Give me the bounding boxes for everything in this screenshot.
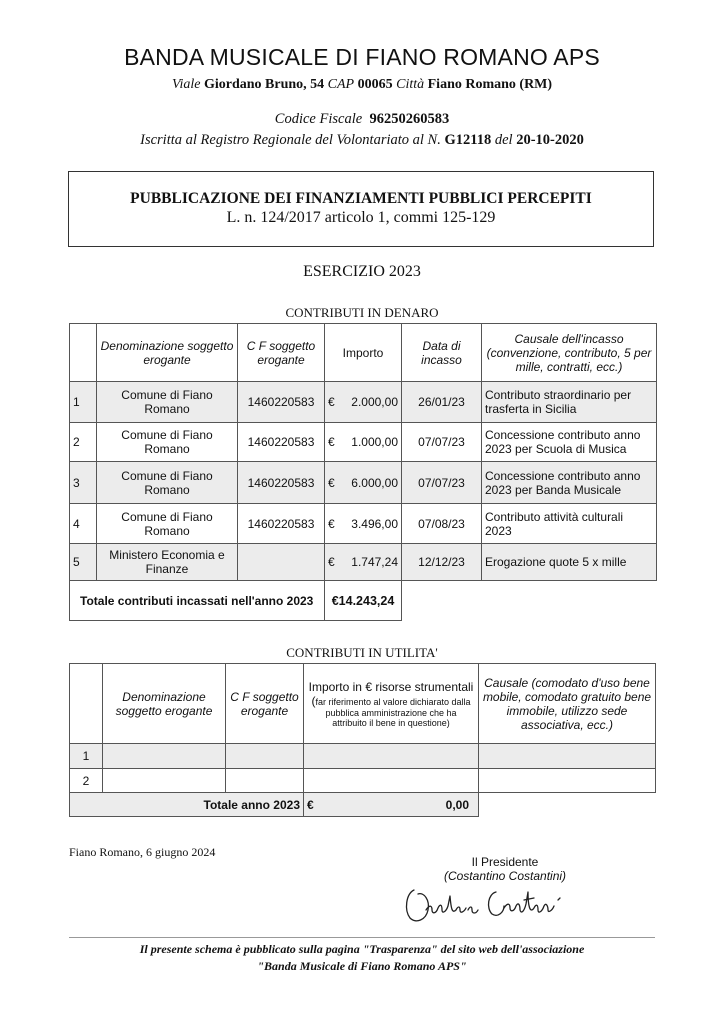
row-amount-value: 1.747,24 xyxy=(351,555,398,569)
table-row xyxy=(70,423,657,462)
row-cf: 1460220583 xyxy=(238,504,325,544)
row-reason xyxy=(479,769,656,793)
empty-cell xyxy=(479,793,656,817)
row-date: 07/07/23 xyxy=(402,423,482,462)
row-cf: 1460220583 xyxy=(238,462,325,504)
empty-cell xyxy=(482,581,657,621)
president-title: Il Presidente xyxy=(471,855,539,869)
total-label: Totale anno 2023 xyxy=(70,793,304,817)
row-index: 1 xyxy=(70,744,103,769)
total-value xyxy=(304,793,479,817)
row-date: 26/01/23 xyxy=(402,382,482,423)
cap-label: CAP xyxy=(327,77,355,92)
city-value: Fiano Romano (RM) xyxy=(427,77,553,92)
table-row xyxy=(70,769,656,793)
row-cf: 1460220583 xyxy=(238,382,325,423)
table-header-row xyxy=(70,324,657,382)
row-amount-value: 1.000,00 xyxy=(351,435,398,449)
total-row xyxy=(70,581,657,621)
utility-contributions-table xyxy=(69,663,656,817)
header-name: Denominazione soggetto erogante xyxy=(103,664,226,744)
row-currency: € xyxy=(328,555,335,569)
header-amount: Importo xyxy=(325,324,402,382)
row-amount-value: 6.000,00 xyxy=(351,475,398,490)
registry-line xyxy=(0,132,724,149)
empty-cell xyxy=(402,581,482,621)
row-amount xyxy=(325,462,402,504)
footer-divider xyxy=(69,937,655,938)
fiscal-code-line xyxy=(0,111,724,128)
header-reason: Causale dell'incasso (convenzione, contributo, 5 per mille, contratti, ecc.) xyxy=(482,324,657,382)
header-index xyxy=(70,324,97,382)
exercise-year: ESERCIZIO 2023 xyxy=(303,263,421,280)
row-reason xyxy=(479,744,656,769)
row-name: Comune di Fiano Romano xyxy=(97,462,238,504)
registry-text: Iscritta al Registro Regionale del Volontariato al N. xyxy=(140,132,441,148)
city-label: Città xyxy=(396,77,425,92)
president-name: (Costantino Costantini) xyxy=(443,869,567,883)
publication-title: PUBBLICAZIONE DEI FINANZIAMENTI PUBBLICI PERCEPITI xyxy=(130,190,592,207)
header-reason: Causale (comodato d'uso bene mobile, comodato gratuito bene immobile, utilizzo sede associativa, ecc.) xyxy=(479,664,656,744)
total-value: €14.243,24 xyxy=(325,581,402,621)
row-cf: 1460220583 xyxy=(238,423,325,462)
header-amount-label: Importo in € risorse strumentali xyxy=(308,679,474,694)
row-name: Ministero Economia e Finanze xyxy=(97,544,238,581)
president-signature xyxy=(400,880,570,928)
total-amount: 0,00 xyxy=(445,797,469,812)
row-cf xyxy=(238,544,325,581)
row-name xyxy=(103,769,226,793)
row-amount-value: 2.000,00 xyxy=(351,395,398,409)
header-name: Denominazione soggetto erogante xyxy=(97,324,238,382)
table-row xyxy=(70,462,657,504)
utility-contributions-heading: CONTRIBUTI IN UTILITA' xyxy=(286,645,438,660)
table-header-row xyxy=(70,664,656,744)
table-row xyxy=(70,504,657,544)
row-amount xyxy=(325,423,402,462)
row-reason: Contributo attività culturali 2023 xyxy=(482,504,657,544)
publication-law: L. n. 124/2017 articolo 1, commi 125-129 xyxy=(226,209,496,226)
row-name: Comune di Fiano Romano xyxy=(97,382,238,423)
row-currency: € xyxy=(328,435,335,449)
row-reason: Contributo straordinario per trasferta in Sicilia xyxy=(482,382,657,423)
row-index: 4 xyxy=(70,504,97,544)
header-cf: C F soggetto erogante xyxy=(238,324,325,382)
fiscal-code-label: Codice Fiscale xyxy=(274,111,363,127)
row-currency: € xyxy=(328,516,335,531)
row-index: 5 xyxy=(70,544,97,581)
row-index: 2 xyxy=(70,423,97,462)
total-row xyxy=(70,793,656,817)
header-date: Data di incasso xyxy=(402,324,482,382)
registry-date: 20-10-2020 xyxy=(516,132,584,148)
street-label: Viale xyxy=(171,77,201,92)
table-row xyxy=(70,744,656,769)
header-amount xyxy=(304,664,479,744)
registry-number: G12118 xyxy=(444,132,492,148)
row-reason: Concessione contributo anno 2023 per Banda Musicale xyxy=(482,462,657,504)
row-name: Comune di Fiano Romano xyxy=(97,423,238,462)
header-amount-note: (far riferimento al valore dichiarato dalla pubblica amministrazione che ha attribuito il bene in questione) xyxy=(311,693,471,728)
row-currency: € xyxy=(328,475,335,490)
table-row xyxy=(70,544,657,581)
row-amount xyxy=(325,382,402,423)
row-amount xyxy=(325,504,402,544)
row-date: 07/07/23 xyxy=(402,462,482,504)
cap-value: 00065 xyxy=(357,77,393,92)
row-amount xyxy=(325,544,402,581)
cash-contributions-table xyxy=(69,323,657,621)
header-cf: C F soggetto erogante xyxy=(226,664,304,744)
organization-name: BANDA MUSICALE DI FIANO ROMANO APS xyxy=(124,44,600,70)
row-name xyxy=(103,744,226,769)
header-index xyxy=(70,664,103,744)
row-name: Comune di Fiano Romano xyxy=(97,504,238,544)
fiscal-code-value: 96250260583 xyxy=(369,111,450,127)
publication-title-box xyxy=(68,171,654,247)
cash-contributions-heading: CONTRIBUTI IN DENARO xyxy=(285,305,439,320)
row-currency: € xyxy=(328,395,335,409)
place-date: Fiano Romano, 6 giugno 2024 xyxy=(69,845,216,859)
row-date: 12/12/23 xyxy=(402,544,482,581)
footer-line-1: Il presente schema è pubblicato sulla pagina "Trasparenza" del sito web dell'associazione xyxy=(139,942,585,956)
row-cf xyxy=(226,769,304,793)
footer-line-2: "Banda Musicale di Fiano Romano APS" xyxy=(257,959,467,973)
street-value: Giordano Bruno, 54 xyxy=(203,77,325,92)
row-reason: Concessione contributo anno 2023 per Scuola di Musica xyxy=(482,423,657,462)
table-row xyxy=(70,382,657,423)
row-index: 2 xyxy=(70,769,103,793)
address-line xyxy=(0,77,724,93)
row-amount xyxy=(304,744,479,769)
row-index: 1 xyxy=(70,382,97,423)
row-amount xyxy=(304,769,479,793)
row-amount-value: 3.496,00 xyxy=(351,516,398,531)
total-currency: € xyxy=(307,797,314,812)
row-cf xyxy=(226,744,304,769)
row-date: 07/08/23 xyxy=(402,504,482,544)
row-index: 3 xyxy=(70,462,97,504)
total-label: Totale contributi incassati nell'anno 2023 xyxy=(70,581,325,621)
registry-date-label: del xyxy=(494,132,513,148)
row-reason: Erogazione quote 5 x mille xyxy=(482,544,657,581)
